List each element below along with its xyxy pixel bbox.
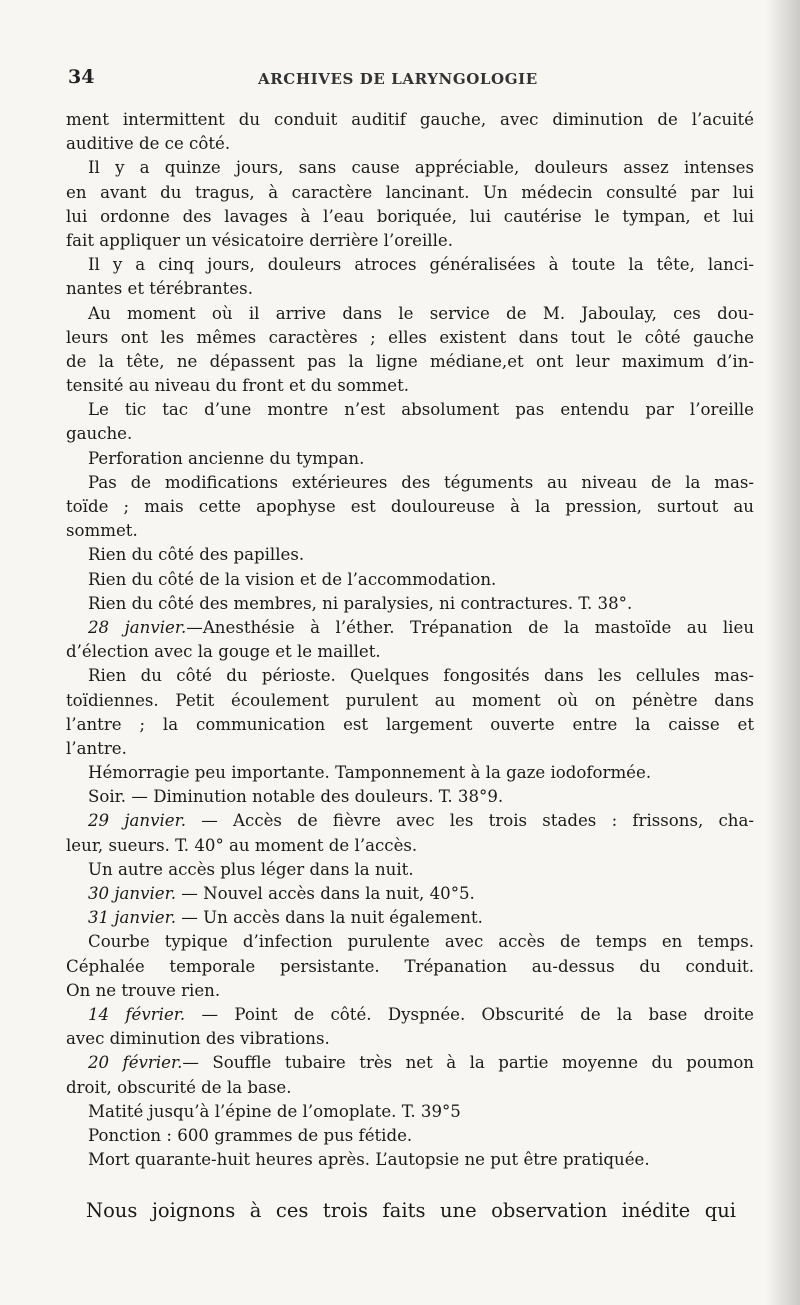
text-line bbox=[66, 882, 754, 906]
text-line: On ne trouve rien. bbox=[66, 980, 221, 1000]
text-line: Soir. — Diminution notable des douleurs. T. 38°9. bbox=[88, 787, 504, 807]
text-line: droit, obscurité de la base. bbox=[66, 1077, 292, 1097]
text-line: Rien du côté du périoste. Quelques fongosités dans les cellules mas- bbox=[88, 666, 754, 686]
text-line: fait appliquer un vésicatoire derrière l’oreille. bbox=[66, 230, 454, 250]
running-head: ARCHIVES DE LARYNGOLOGIE bbox=[258, 70, 538, 88]
text-line: Courbe typique d’infection purulente avec accès de temps en temps. bbox=[88, 932, 754, 952]
date-label: 14 février. bbox=[88, 1004, 186, 1024]
text-line: Le tic tac d’une montre n’est absolument pas entendu par l’oreille bbox=[88, 400, 754, 420]
line-text: — Accès de fièvre avec les trois stades : frissons, cha- bbox=[185, 811, 754, 831]
line-text: — Nouvel accès dans la nuit, 40°5. bbox=[176, 884, 475, 903]
text-line bbox=[66, 616, 754, 640]
text-line: tensité au niveau du front et du sommet. bbox=[66, 376, 410, 396]
text-line: Perforation ancienne du tympan. bbox=[88, 448, 365, 468]
text-line: Ponction : 600 grammes de pus fétide. bbox=[88, 1125, 413, 1145]
text-line: toïdiennes. Petit écoulement purulent au moment où on pénètre dans bbox=[66, 690, 754, 710]
text-line: Rien du côté de la vision et de l’accommodation. bbox=[88, 569, 497, 589]
text-line: auditive de ce côté. bbox=[66, 134, 231, 154]
line-text: — Point de côté. Dyspnée. Obscurité de la base droite bbox=[185, 1004, 754, 1024]
date-label: 20 février. bbox=[88, 1053, 183, 1073]
page-header bbox=[68, 66, 748, 96]
text-line: avec diminution des vibrations. bbox=[66, 1029, 330, 1049]
text-line: d’élection avec la gouge et le maillet. bbox=[66, 642, 381, 662]
text-line bbox=[66, 1051, 754, 1075]
line-text: —Anesthésie à l’éther. Trépanation de la mastoïde au lieu bbox=[186, 617, 754, 637]
text-line: l’antre. bbox=[66, 738, 127, 758]
text-line: toïde ; mais cette apophyse est douloureuse à la pression, surtout au bbox=[66, 497, 754, 516]
text-line: ment intermittent du conduit auditif gauche, avec diminution de l’acuité bbox=[66, 110, 754, 129]
text-line: en avant du tragus, à caractère lancinant. Un médecin consulté par lui bbox=[66, 182, 754, 202]
text-line bbox=[66, 906, 754, 930]
date-label: 29 janvier. bbox=[88, 811, 186, 831]
body-text bbox=[66, 108, 754, 1172]
date-label: 31 janvier. bbox=[88, 908, 176, 928]
text-line bbox=[66, 809, 754, 833]
text-line: sommet. bbox=[66, 521, 138, 541]
text-line: Il y a cinq jours, douleurs atroces généralisées à toute la tête, lanci- bbox=[88, 255, 754, 275]
text-line: lui ordonne des lavages à l’eau boriquée, lui cautérise le tympan, et lui bbox=[66, 206, 754, 226]
text-line: leur, sueurs. T. 40° au moment de l’accès. bbox=[66, 835, 418, 855]
date-label: 28 janvier. bbox=[88, 617, 187, 637]
text-line: Mort quarante-huit heures après. L’autopsie ne put être pratiquée. bbox=[88, 1150, 650, 1170]
text-line: Hémorragie peu importante. Tamponnement à la gaze iodoformée. bbox=[88, 763, 652, 783]
text-line: Rien du côté des papilles. bbox=[88, 545, 305, 565]
page-edge-shadow bbox=[766, 0, 800, 1305]
text-line: Un autre accès plus léger dans la nuit. bbox=[88, 859, 414, 879]
line-text: — Souffle tubaire très net à la partie moyenne du poumon bbox=[182, 1053, 754, 1073]
text-line: de la tête, ne dépassent pas la ligne médiane,et ont leur maximum d’in- bbox=[66, 351, 754, 371]
closing-sentence: Nous joignons à ces trois faits une observation inédite qui bbox=[86, 1199, 736, 1222]
text-line: Matité jusqu’à l’épine de l’omoplate. T. 39°5 bbox=[88, 1101, 461, 1121]
text-line: l’antre ; la communication est largement ouverte entre la caisse et bbox=[66, 714, 754, 734]
text-line: Céphalée temporale persistante. Trépanation au-dessus du conduit. bbox=[66, 956, 754, 976]
line-text: — Un accès dans la nuit également. bbox=[176, 908, 483, 928]
text-line: Rien du côté des membres, ni paralysies, ni contractures. T. 38°. bbox=[88, 593, 633, 613]
text-line: nantes et térébrantes. bbox=[66, 279, 253, 299]
text-line: Il y a quinze jours, sans cause appréciable, douleurs assez intenses bbox=[88, 158, 754, 178]
date-label: 30 janvier. bbox=[88, 884, 176, 903]
text-line: Au moment où il arrive dans le service de M. Jaboulay, ces dou- bbox=[88, 303, 754, 323]
text-line: leurs ont les mêmes caractères ; elles existent dans tout le côté gauche bbox=[66, 327, 754, 347]
text-line: gauche. bbox=[66, 424, 133, 444]
text-line bbox=[66, 1003, 754, 1027]
text-line: Pas de modifications extérieures des téguments au niveau de la mas- bbox=[88, 472, 754, 492]
page-number: 34 bbox=[68, 66, 95, 88]
